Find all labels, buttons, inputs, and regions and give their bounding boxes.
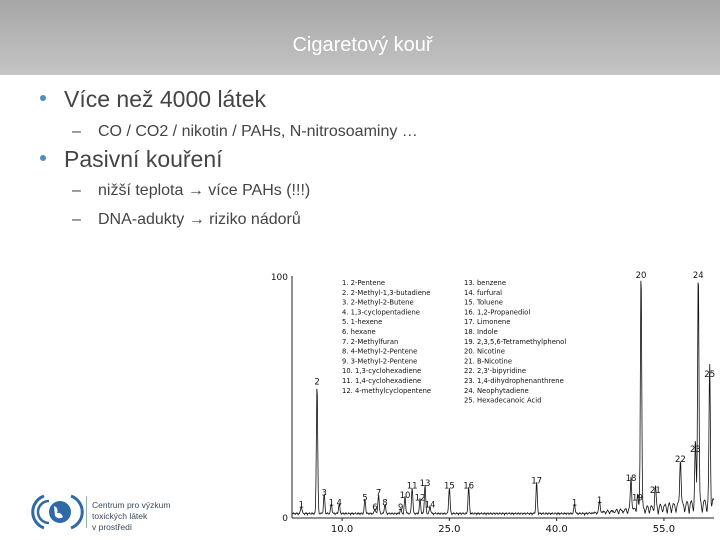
peak-label-20: 1 [596,495,603,506]
peak-label-16: 15 [443,481,455,492]
peak-label-14: 13 [419,478,431,489]
legend-right-item: 18. Indole [464,328,498,336]
legend-left-item: 12. 4-methylcyclopentene [342,386,432,395]
peak-label-27: 24 [692,271,704,281]
peak-label-4: 1 [328,498,335,509]
peak-label-28: 25 [704,370,716,381]
peak-label-23: 20 [635,271,647,281]
legend-right-item: 21. B-Nicotine [464,357,512,366]
logo-text [92,500,170,533]
peak-label-11: 10 [399,491,411,502]
peak-label-17: 16 [463,481,475,492]
peak-label-22: 19 [632,493,643,504]
dash-icon: – [72,211,81,228]
slide-title: Cigaretový kouř [292,34,433,56]
x-tick-label: 10.0 [330,524,354,535]
legend-right-item: 13. benzene [464,279,507,287]
legend-right-item: 20. Nicotine [464,347,505,356]
peak-label-7: 6 [372,503,378,514]
legend-right-item: 24. Neophytadiene [464,386,529,395]
legend-left-item: 9. 3-Methyl-2-Pentene [342,357,418,366]
peak-label-21: 18 [625,474,637,485]
legend-left-item: 4. 1,3-cyclopentadiene [342,308,420,317]
bullet-2-sub-1-text: nižší teplota → více PAHs (!!!) [98,182,311,199]
bullet-2-sub-2-text: DNA-adukty → riziko nádorů [98,211,301,228]
legend-right-item: 22. 2,3'-bipyridine [464,367,527,376]
legend-right-item: 14. furfural [464,288,503,297]
legend-left-item: 5. 1-hexene [342,318,383,327]
bullet-2-text: Pasivní kouření [64,146,223,172]
peak-label-6: 5 [362,493,368,504]
chart-legend [342,279,566,405]
peak-label-19: 1 [571,498,578,509]
bullet-1-text: Více než 4000 látek [64,86,267,112]
bullet-dot-icon [40,95,46,101]
legend-right-item: 19. 2,3,5,6-Tetramethylphenol [464,337,567,346]
y-tick-label-top: 100 [270,273,288,283]
logo-separator [86,496,87,528]
legend-left-item: 1. 2-Pentene [342,279,386,287]
legend-left-item: 7. 2-Methylfuran [342,337,399,346]
bullet-1-sub-1 [72,123,418,141]
legend-left-item: 6. hexane [342,328,376,336]
x-tick-label: 55.0 [652,524,676,535]
peak-label-5: 4 [336,498,342,509]
legend-right-item: 17. Limonene [464,318,511,327]
peak-label-15: 14 [424,500,436,511]
peak-label-25: 22 [674,454,686,465]
bullet-1-sub-1-text: CO / CO2 / nikotin / PAHs, N-nitrosoaminy … [98,123,418,140]
peak-label-1: 1 [298,500,305,511]
peak-label-13: 12 [414,493,426,504]
legend-right-item: 15. Toluene [464,298,503,307]
bullet-2 [40,146,223,173]
legend-left-item: 10. 1,3-cyclohexadiene [342,367,422,376]
peak-label-24: 21 [649,486,661,497]
peak-label-2: 2 [314,377,320,388]
legend-right-item: 16. 1,2-Propanediol [464,308,531,317]
peak-label-9: 8 [382,498,388,509]
legend-left-item: 11. 1,4-cyclohexadiene [342,377,422,385]
dash-icon: – [72,182,81,199]
legend-left-item: 3. 2-Methyl-2-Butene [342,298,414,307]
legend-left-item: 8. 4-Methyl-2-Pentene [342,347,418,356]
peak-label-10: 9 [398,503,404,514]
peak-label-8: 7 [375,488,382,499]
y-tick-label-bottom: 0 [282,514,288,524]
peak-label-26: 23 [689,445,701,456]
legend-right-item: 25. Hexadecanoic Acid [464,396,542,405]
logo-icon [33,496,83,528]
chromatogram-chart [262,266,720,540]
x-tick-label: 40.0 [545,524,568,535]
bullet-dot-icon [40,155,46,161]
logo-line-3: v prostředí [92,522,133,532]
bullet-2-sub-2 [72,211,301,229]
peak-label-3: 3 [321,488,327,499]
bullet-2-sub-1 [72,182,310,200]
legend-right-item: 23. 1,4-dihydrophenanthrene [464,377,564,385]
logo-line-2: toxických látek [92,511,148,521]
peak-label-12: 11 [406,481,418,492]
peak-label-18: 17 [531,476,543,487]
dash-icon: – [72,123,81,140]
x-tick-label: 25.0 [438,524,461,535]
logo-line-1: Centrum pro výzkum [92,500,171,510]
legend-left-item: 2. 2-Methyl-1,3-butadiene [342,288,431,297]
bullet-1 [40,86,266,113]
